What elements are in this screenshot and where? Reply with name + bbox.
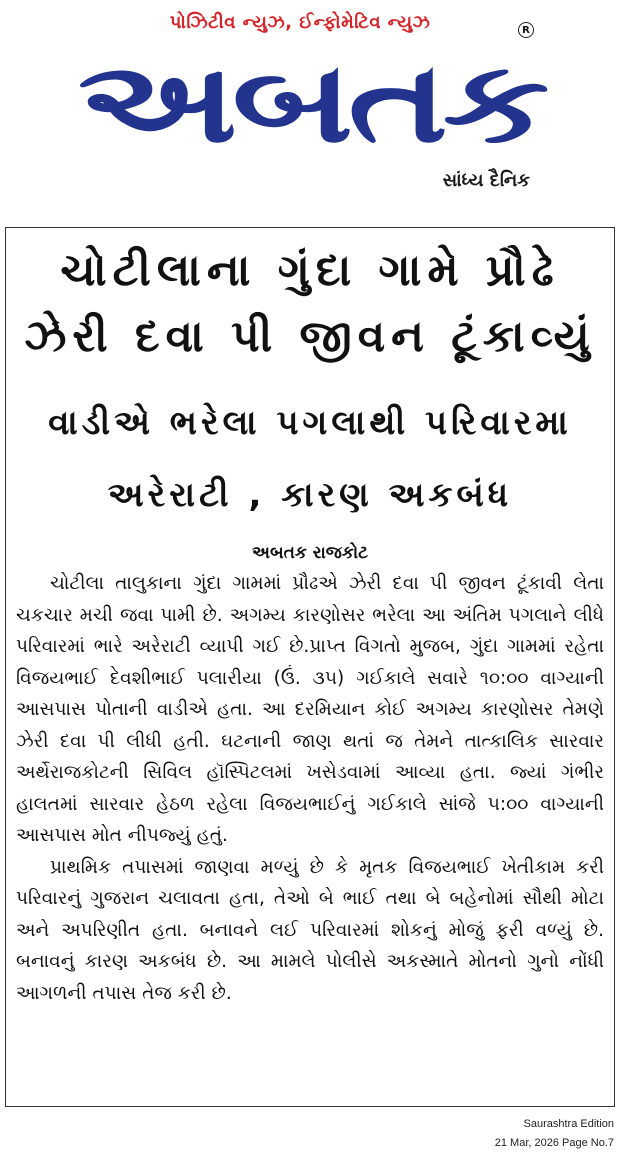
masthead	[0, 0, 624, 215]
registered-trademark-icon: R	[518, 22, 534, 38]
footer-edition: Saurashtra Edition	[523, 1118, 614, 1130]
masthead-tagline: પોઝિટીવ ન્યુઝ, ઈન્ફોમેટિવ ન્યુઝ	[169, 12, 431, 33]
headline-line-1: ચોટીલાના ગુંદા ગામે પ્રૌઢે	[60, 245, 560, 296]
subheadline-line-2: અરેરાટી , કારણ અકબંધ	[107, 475, 513, 515]
subheadline-line-1: વાડીએ ભરેલા પગલાથી પરિવારમા	[48, 403, 572, 443]
byline: અબતક રાજકોટ	[252, 543, 368, 563]
newspaper-logo: અબતક	[77, 38, 545, 168]
masthead-subtitle: સાંધ્ય દૈનિક	[442, 170, 530, 191]
article-paragraph: ચોટીલા તાલુકાના ગુંદા ગામમાં પ્રૌઢએ ઝેરી દવા પી જીવન ટૂંકાવી લેતા ચકચાર મચી જવા પામી છે. અગમ્ય કારણોસર ભરેલા આ અંતિમ પગલાને લીધે પરિવારમાં ભારે અરેરાટી વ્યાપી ગઈ છે.પ્રાપ્ત વિગતો મુજબ, ગુંદા ગામમાં રહેતા વિજયભાઈ દેવશીભાઈ પલારીયા (ઉં. ૩૫) ગઈકાલે સવારે ૧૦:૦૦ વાગ્યાની આસપાસ પોતાની વાડીએ હતા. આ દરમિયાન કોઈ અગમ્ય કારણોસર તેમણે ઝેરી દવા પી લીધી હતી. ઘટનાની જાણ થતાં જ તેમને તાત્કાલિક સારવાર અર્થેરાજકોટની સિવિલ હૉસ્પિટલમાં ખસેડવામાં આવ્યા હતા. જ્યાં ગંભીર હાલતમાં સારવાર હેઠળ રહેલા વિજયભાઈનું ગઈકાલે સાંજે ૫:૦૦ વાગ્યાની આસપાસ મોત નીપજ્યું હતું.	[16, 573, 604, 846]
article-body	[16, 568, 604, 1009]
footer-date-page: 21 Mar, 2026 Page No.7	[494, 1137, 614, 1149]
article-paragraph: પ્રાથમિક તપાસમાં જાણવા મળ્યું છે કે મૃતક વિજયભાઈ ખેતીકામ કરી પરિવારનું ગુજરાન ચલાવતા હતા, તેઓ બે ભાઈ તથા બે બહેનોમાં સૌથી મોટા અને અપરિણીત હતા. બનાવને લઈ પરિવારમાં શોકનું મોજું ફરી વળ્યું છે. બનાવનું કારણ અકબંધ છે. આ મામલે પોલીસે અકસ્માતે મોતનો ગુનો નોંધી આગળની તપાસ તેજ કરી છે.	[16, 856, 604, 1004]
headline-line-2: ઝેરી દવા પી જીવન ટૂંકાવ્યું	[24, 311, 596, 362]
news-article	[5, 227, 615, 1107]
